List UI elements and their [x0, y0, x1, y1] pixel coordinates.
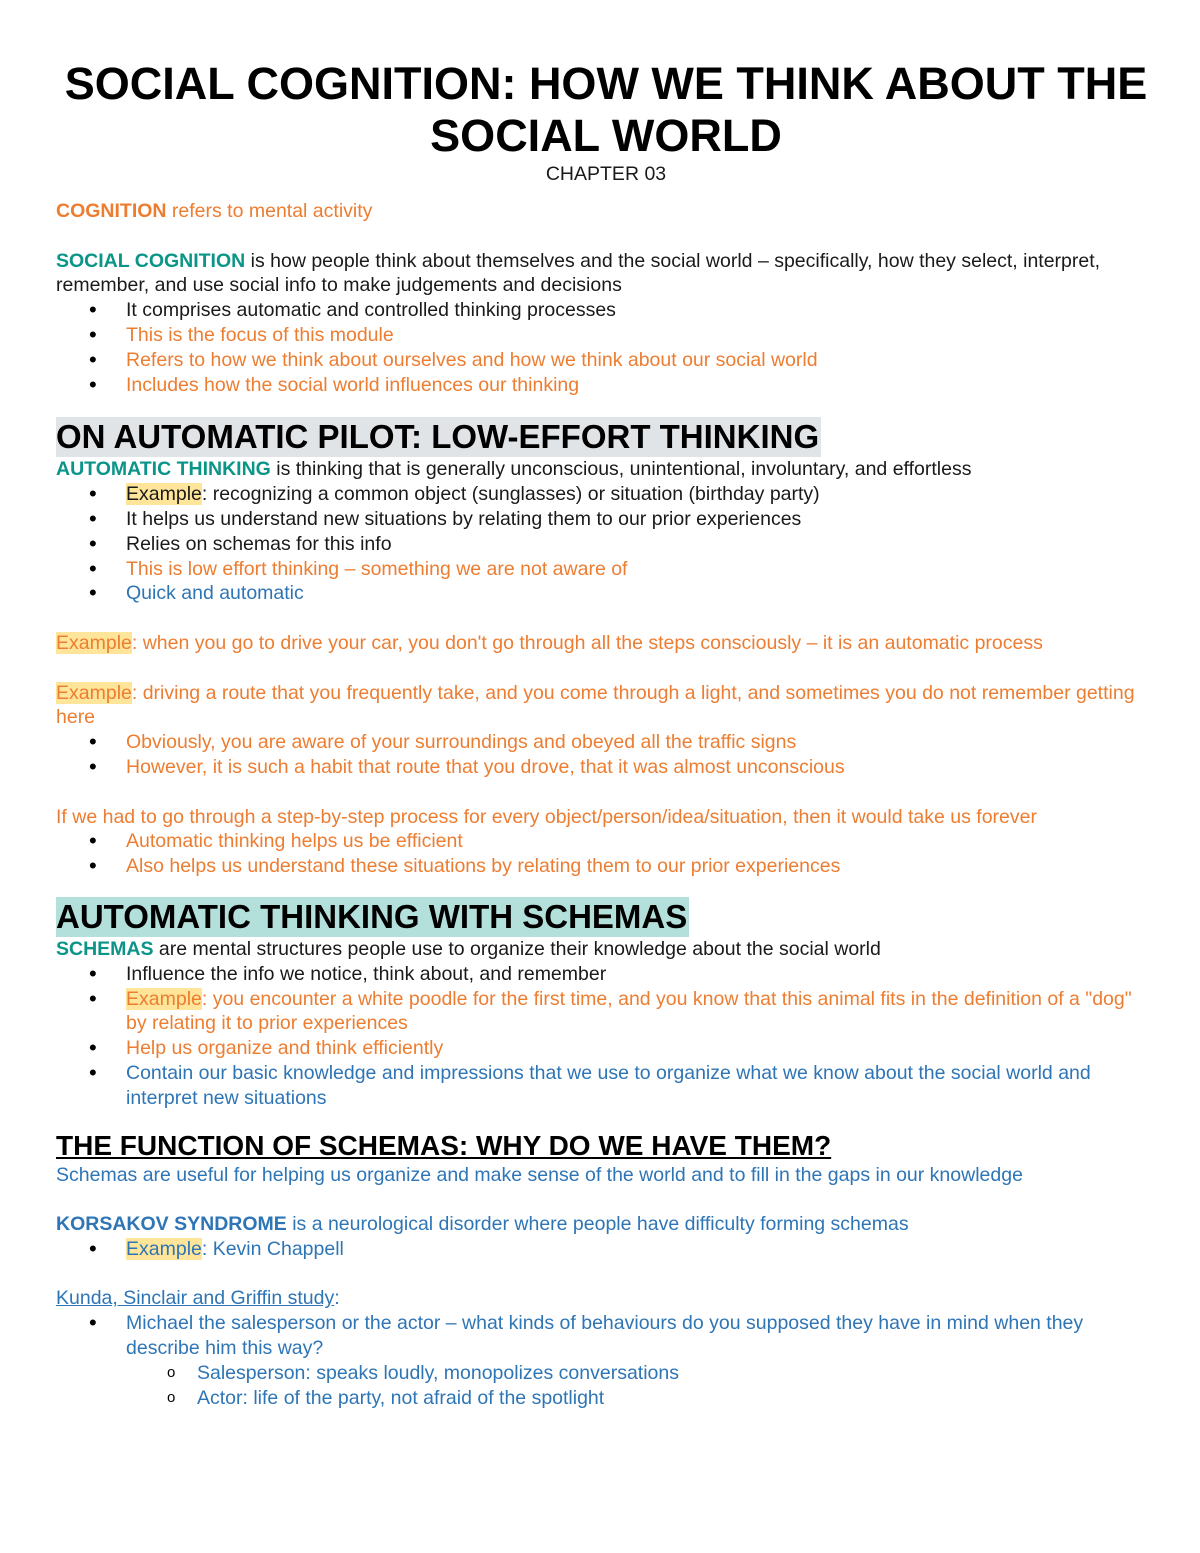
document-page	[56, 58, 1156, 1410]
chapter-label: CHAPTER 03	[545, 163, 667, 185]
list-item: • Automatic thinking helps us be efficient	[56, 829, 1156, 854]
list-item: • Quick and automatic	[56, 581, 1156, 606]
intro-bullet-list	[56, 298, 1156, 397]
list-item: • Includes how the social world influences our thinking	[56, 373, 1156, 398]
study-heading: Kunda, Sinclair and Griffin study:	[56, 1287, 340, 1310]
list-item: • It helps us understand new situations by relating them to our prior experiences	[56, 507, 1156, 532]
section-heading-function-of-schemas: THE FUNCTION OF SCHEMAS: WHY DO WE HAVE THEM?	[56, 1129, 832, 1161]
list-item: • Obviously, you are aware of your surroundings and obeyed all the traffic signs	[56, 730, 1156, 755]
cognition-term: COGNITION	[56, 200, 167, 222]
list-item: • Help us organize and think efficiently	[56, 1036, 1156, 1061]
sub-list-item: o Salesperson: speaks loudly, monopolizes conversations	[56, 1361, 1156, 1386]
study-bullets	[56, 1311, 1156, 1410]
route-example-bullets	[56, 730, 1156, 780]
list-item: • Relies on schemas for this info	[56, 532, 1156, 557]
example-highlight: Example	[126, 987, 202, 1010]
schemas-useful-statement: Schemas are useful for helping us organize and make sense of the world and to fill in the gaps in our knowledge	[56, 1163, 1023, 1186]
list-item: • Example: you encounter a white poodle for the first time, and you know that this animal fits in the definition of a "dog" by relating it to prior experiences	[56, 987, 1156, 1037]
route-example: Example: driving a route that you frequently take, and you come through a light, and sometimes you do not remember getting here	[56, 681, 1135, 729]
list-item: • Influence the info we notice, think about, and remember	[56, 962, 1156, 987]
korsakov-term: KORSAKOV SYNDROME	[56, 1213, 287, 1236]
list-item: • Contain our basic knowledge and impressions that we use to organize what we know about the social world and interpret new situations	[56, 1061, 1156, 1111]
schemas-term: SCHEMAS	[56, 937, 154, 960]
list-item: • Also helps us understand these situations by relating them to our prior experiences	[56, 854, 1156, 879]
list-item: • Michael the salesperson or the actor – what kinds of behaviours do you supposed they have in mind when they describe him this way?	[56, 1311, 1156, 1361]
schemas-bullets	[56, 962, 1156, 1111]
sub-list-item: o Actor: life of the party, not afraid of the spotlight	[56, 1386, 1156, 1411]
list-item: • However, it is such a habit that route that you drove, that it was almost unconscious	[56, 755, 1156, 780]
schemas-definition: SCHEMAS are mental structures people use to organize their knowledge about the social world	[56, 937, 881, 960]
document-title: SOCIAL COGNITION: HOW WE THINK ABOUT THE SOCIAL WORLD	[64, 58, 1148, 161]
list-item: • Example: Kevin Chappell	[56, 1237, 1156, 1262]
example-highlight: Example	[126, 1237, 202, 1260]
forever-bullets	[56, 829, 1156, 879]
example-highlight: Example	[56, 631, 132, 654]
automatic-thinking-term: AUTOMATIC THINKING	[56, 458, 271, 481]
section-heading-automatic-pilot: ON AUTOMATIC PILOT: LOW-EFFORT THINKING	[56, 418, 820, 456]
automatic-thinking-bullets	[56, 482, 1156, 606]
list-item: • It comprises automatic and controlled thinking processes	[56, 298, 1156, 323]
list-item: • This is the focus of this module	[56, 323, 1156, 348]
list-item: • Refers to how we think about ourselves and how we think about our social world	[56, 348, 1156, 373]
automatic-thinking-definition: AUTOMATIC THINKING is thinking that is generally unconscious, unintentional, involuntary, and effortless	[56, 458, 972, 481]
example-highlight: Example	[126, 483, 202, 506]
social-cognition-term: SOCIAL COGNITION	[56, 249, 246, 272]
korsakov-definition: KORSAKOV SYNDROME is a neurological disorder where people have difficulty forming schemas	[56, 1213, 909, 1236]
social-cognition-definition: SOCIAL COGNITION is how people think about themselves and the social world – specifically, how they select, interpret, remember, and use social info to make judgements and decisions	[56, 249, 1101, 297]
list-item: • This is low effort thinking – something we are not aware of	[56, 557, 1156, 582]
example-highlight: Example	[56, 681, 132, 704]
driving-example: Example: when you go to drive your car, you don't go through all the steps consciously – it is an automatic process	[56, 631, 1043, 654]
section-heading-schemas: AUTOMATIC THINKING WITH SCHEMAS	[56, 897, 688, 935]
korsakov-bullets	[56, 1237, 1156, 1262]
cognition-definition: COGNITION refers to mental activity	[56, 200, 373, 222]
forever-statement: If we had to go through a step-by-step process for every object/person/idea/situation, then it would take us forever	[56, 805, 1037, 828]
list-item: • Example: recognizing a common object (sunglasses) or situation (birthday party)	[56, 482, 1156, 507]
study-link[interactable]: Kunda, Sinclair and Griffin study	[56, 1287, 335, 1310]
